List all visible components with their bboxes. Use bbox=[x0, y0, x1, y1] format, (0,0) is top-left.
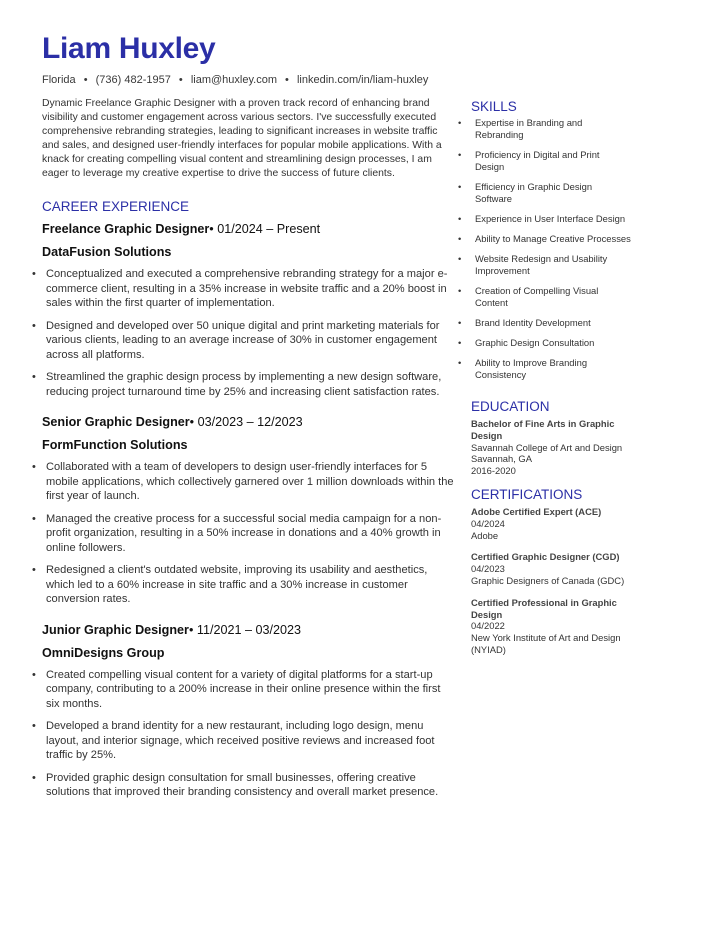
bullet-glyph: • bbox=[32, 512, 36, 525]
education-location: Savannah, GA bbox=[471, 453, 532, 465]
contact-location: Florida bbox=[42, 74, 76, 86]
bullet-glyph: • bbox=[32, 319, 36, 332]
job-company: DataFusion Solutions bbox=[42, 245, 172, 259]
bullet-glyph: • bbox=[458, 213, 462, 224]
bullet-glyph: • bbox=[32, 461, 36, 473]
list-item bbox=[32, 668, 456, 712]
bullet-glyph: • bbox=[458, 233, 462, 244]
job-header bbox=[42, 623, 456, 637]
education-heading: EDUCATION bbox=[471, 399, 550, 414]
job-entry bbox=[32, 622, 456, 800]
skill-text: Proficiency in Digital and Print Design bbox=[475, 149, 600, 172]
job-entry bbox=[32, 415, 456, 607]
list-item bbox=[458, 213, 631, 225]
certification-date: 04/2022 bbox=[471, 620, 505, 632]
bullet-glyph: • bbox=[32, 268, 36, 280]
summary-paragraph: Dynamic Freelance Graphic Designer with a proven track record of enhancing brand visibility and customer engagement across various sectors. I've successfully executed comprehensive rebranding strategies, leading to significant increases in website traffic and sales, and designed user-friendly interfaces for popular mobile applications. With a knack for creating compelling visual content and streamlining design processes, I am eager to leverage my creative expertise to drive the success of future clients. bbox=[42, 98, 442, 179]
job-header bbox=[42, 415, 456, 429]
certification-name: Certified Graphic Designer (CGD) bbox=[471, 551, 620, 563]
list-item bbox=[32, 319, 456, 363]
certification-name: Adobe Certified Expert (ACE) bbox=[471, 505, 602, 517]
skill-text: Efficiency in Graphic Design Software bbox=[475, 181, 593, 204]
bullet-glyph: • bbox=[458, 357, 462, 368]
bullet-text: Collaborated with a team of developers to design user-friendly interfaces for 5 mobile applications, which collectively garnered over 1 million downloads within the first year of launch. bbox=[46, 461, 454, 502]
bullet-text: Designed and developed over 50 unique digital and print marketing materials for various clients, leading to an average increase of 30% in customer engagement across all platforms. bbox=[46, 319, 440, 361]
job-bullets bbox=[32, 668, 456, 800]
bullet-text: Managed the creative process for a successful social media campaign for a non-profit organization, resulting in a 50% increase in donations and a 40% growth in online followers. bbox=[46, 512, 442, 554]
certifications-section bbox=[471, 487, 631, 656]
list-item bbox=[32, 460, 456, 504]
experience-heading: CAREER EXPERIENCE bbox=[42, 199, 190, 214]
bullet-glyph: • bbox=[458, 337, 462, 348]
list-item bbox=[32, 563, 456, 607]
contact-linkedin[interactable]: linkedin.com/in/liam-huxley bbox=[296, 74, 429, 86]
contact-separator: • bbox=[178, 74, 183, 86]
bullet-glyph: • bbox=[32, 371, 36, 383]
list-item bbox=[458, 357, 631, 381]
bullet-text: Redesigned a client's outdated website, improving its usability and aesthetics, which led to a 60% increase in site traffic and a 30% increase in customer conversion rates. bbox=[46, 564, 428, 605]
bullet-glyph: • bbox=[32, 668, 36, 681]
job-header bbox=[42, 222, 456, 236]
job-company: FormFunction Solutions bbox=[42, 438, 188, 452]
side-column bbox=[458, 99, 631, 666]
certification-entry bbox=[471, 506, 631, 541]
bullet-text: Created compelling visual content for a variety of digital platforms for a start-up company, contributing to a 200% increase in their online presence within the first six months. bbox=[46, 668, 441, 710]
list-item bbox=[32, 771, 456, 800]
education-degree: Bachelor of Fine Arts in Graphic Design bbox=[471, 418, 615, 441]
certification-issuer: Graphic Designers of Canada (GDC) bbox=[471, 574, 625, 586]
list-item bbox=[458, 337, 631, 349]
skill-text: Ability to Improve Branding Consistency bbox=[475, 357, 588, 380]
contact-phone: (736) 482-1957 bbox=[95, 74, 171, 86]
bullet-text: Conceptualized and executed a comprehensive rebranding strategy for a major e-commerce client, resulting in a 35% increase in website traffic and a 20% boost in sales within the first quarter of implementation. bbox=[46, 268, 448, 309]
contact-line bbox=[42, 74, 428, 86]
job-company: OmniDesigns Group bbox=[42, 645, 165, 660]
skill-text: Creation of Compelling Visual Content bbox=[475, 285, 599, 308]
contact-separator: • bbox=[83, 74, 88, 86]
bullet-glyph: • bbox=[32, 720, 36, 732]
job-entry bbox=[32, 222, 456, 399]
list-item bbox=[32, 719, 456, 763]
bullet-glyph: • bbox=[458, 317, 462, 328]
certifications-heading: CERTIFICATIONS bbox=[471, 486, 583, 502]
certification-date: 04/2023 bbox=[471, 563, 505, 575]
bullet-glyph: • bbox=[32, 771, 36, 784]
bullet-text: Streamlined the graphic design process by implementing a new design software, reducing project turnaround time by 25% and increasing client satisfaction rates. bbox=[46, 371, 442, 398]
job-dates: • 03/2023 – 12/2023 bbox=[189, 415, 303, 429]
list-item bbox=[32, 370, 456, 399]
main-column bbox=[32, 97, 456, 816]
list-item bbox=[458, 285, 631, 309]
bullet-glyph: • bbox=[32, 564, 36, 576]
list-item bbox=[32, 512, 456, 556]
job-dates: • 01/2024 – Present bbox=[209, 222, 321, 236]
education-years: 2016-2020 bbox=[471, 465, 516, 477]
certification-entry bbox=[471, 597, 631, 656]
education-school: Savannah College of Art and Design bbox=[471, 441, 623, 453]
bullet-glyph: • bbox=[458, 117, 462, 128]
bullet-glyph: • bbox=[458, 149, 462, 160]
job-dates: • 11/2021 – 03/2023 bbox=[188, 622, 301, 637]
skill-text: Brand Identity Development bbox=[475, 317, 591, 328]
job-role: Senior Graphic Designer bbox=[42, 415, 190, 429]
list-item bbox=[458, 149, 631, 173]
education-entry bbox=[471, 418, 631, 477]
contact-email[interactable]: liam@huxley.com bbox=[190, 74, 277, 86]
bullet-glyph: • bbox=[458, 181, 462, 192]
contact-separator: • bbox=[285, 74, 289, 86]
list-item bbox=[458, 117, 631, 141]
skill-text: Website Redesign and Usability Improvement bbox=[475, 253, 608, 276]
job-bullets bbox=[32, 460, 456, 607]
job-bullets bbox=[32, 267, 456, 399]
certification-name: Certified Professional in Graphic Design bbox=[471, 596, 617, 620]
skill-text: Experience in User Interface Design bbox=[475, 213, 626, 224]
list-item bbox=[458, 181, 631, 205]
bullet-glyph: • bbox=[458, 285, 462, 296]
education-section bbox=[471, 399, 631, 477]
certification-issuer: New York Institute of Art and Design (NYIAD) bbox=[471, 632, 621, 655]
job-role: Junior Graphic Designer bbox=[42, 622, 189, 637]
skill-text: Ability to Manage Creative Processes bbox=[475, 233, 631, 244]
candidate-name: Liam Huxley bbox=[42, 32, 216, 65]
job-role: Freelance Graphic Designer bbox=[42, 222, 210, 236]
certification-entry bbox=[471, 551, 631, 586]
certification-issuer: Adobe bbox=[471, 529, 499, 541]
certification-date: 04/2024 bbox=[471, 517, 505, 529]
bullet-text: Developed a brand identity for a new restaurant, including logo design, menu layout, and interior signage, which received positive reviews and increased foot traffic by 25%. bbox=[46, 720, 435, 761]
bullet-text: Provided graphic design consultation for small businesses, offering creative solutions that improved their branding consistency and overall market presence. bbox=[46, 771, 439, 798]
skills-heading: SKILLS bbox=[471, 99, 517, 114]
list-item bbox=[458, 317, 631, 329]
list-item bbox=[458, 253, 631, 277]
skills-list bbox=[458, 117, 631, 381]
list-item bbox=[458, 233, 631, 245]
bullet-glyph: • bbox=[458, 253, 462, 264]
list-item bbox=[32, 267, 456, 311]
skill-text: Expertise in Branding and Rebranding bbox=[475, 117, 583, 140]
skill-text: Graphic Design Consultation bbox=[475, 337, 595, 348]
